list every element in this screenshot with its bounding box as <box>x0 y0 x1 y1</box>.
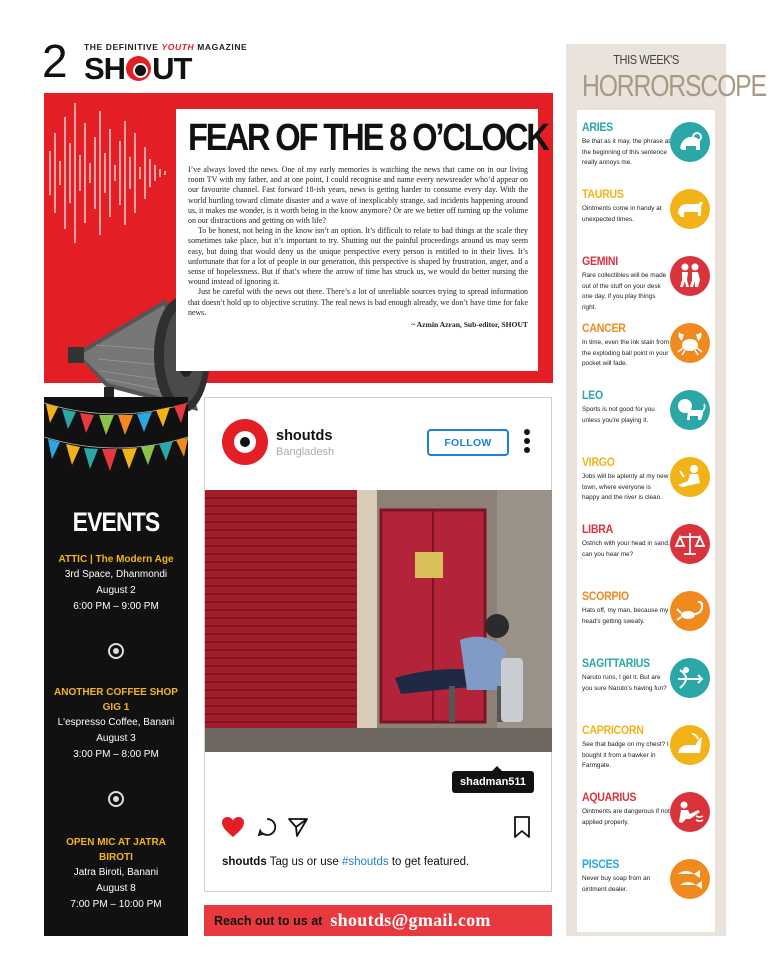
event-venue: L'espresso Coffee, Banani <box>57 717 175 728</box>
sign-text: Ointments come in handy at unexpected times. <box>582 205 662 223</box>
archer-icon <box>670 658 710 698</box>
sign-pisces <box>582 857 718 895</box>
avatar[interactable] <box>222 419 268 465</box>
event-date: August 3 <box>96 733 136 744</box>
sign-taurus <box>582 187 718 225</box>
sign-name: ARIES <box>582 120 613 134</box>
sign-text: Jobs will be aplenty at my new town, where everyone is happy and the river is clean. <box>582 473 669 501</box>
goat-icon <box>670 725 710 765</box>
event-item <box>50 552 182 615</box>
more-icon[interactable] <box>523 429 531 459</box>
event-name: OPEN MIC AT JATRA BIROTI <box>66 837 166 863</box>
sound-wave-graphic <box>44 93 174 253</box>
sign-text: Ointments are dangerous if not applied properly. <box>582 808 670 826</box>
photo-tag[interactable]: shadman511 <box>452 771 534 793</box>
sign-text: Never buy soap from an ointment dealer. <box>582 875 651 893</box>
contact-email-link[interactable]: shoutds@gmail.com <box>330 910 491 930</box>
horrorscope-title: HORRORSCOPE <box>582 68 766 103</box>
sign-leo <box>582 388 718 426</box>
editorial-title: FEAR OF THE 8 O’CLOCK <box>188 117 548 159</box>
editorial-panel <box>176 109 548 371</box>
sign-name: CAPRICORN <box>582 723 644 737</box>
lion-icon <box>670 390 710 430</box>
events-panel <box>44 397 188 936</box>
tagline-accent: YOUTH <box>161 42 195 52</box>
sign-text: Hats off, my man, because my head's getting sweaty. <box>582 607 669 625</box>
bunting-graphic <box>44 397 188 487</box>
sign-aquarius <box>582 790 718 828</box>
event-time: 7:00 PM – 10:00 PM <box>70 899 162 910</box>
sign-libra <box>582 522 718 560</box>
event-venue: 3rd Space, Dhanmondi <box>64 569 168 580</box>
sign-text: See that badge on my chest? I bought it from a hawker in Farmgate. <box>582 741 669 769</box>
sign-name: LEO <box>582 388 603 402</box>
caption-text-end: to get featured. <box>388 856 470 868</box>
tagline-text: THE DEFINITIVE <box>84 42 162 52</box>
sign-name: AQUARIUS <box>582 790 637 804</box>
event-name: ATTIC | The Modern Age <box>58 554 174 565</box>
sign-gemini <box>582 254 718 313</box>
masthead <box>84 42 247 84</box>
editorial-paragraph: To be honest, not being in the know isn’t an option. It’s difficult to relate to bad things at the scale they sometimes take place, but it’s important to try. Shutting out the painful proceedings around us may seem easy, but doing that would deny us the unique perspective every person is entitled to in their lives. It’s unfortunate that for a lot of people in our generation, this perspective is shaped by frustration, anger, and a sense of hopelessness. But if that’s where the arrow of time has struck us, we would do better nursing the wound instead of ignoring it. <box>188 226 528 287</box>
editorial-section <box>44 93 553 383</box>
comment-icon[interactable] <box>257 817 277 837</box>
sign-name: GEMINI <box>582 254 618 268</box>
sign-capricorn <box>582 723 718 772</box>
event-time: 6:00 PM – 9:00 PM <box>73 601 159 612</box>
twins-icon <box>670 256 710 296</box>
scorpion-icon <box>670 591 710 631</box>
events-title: EVENTS <box>72 507 160 537</box>
sign-name: TAURUS <box>582 187 624 201</box>
editorial-paragraph: I’ve always loved the news. One of my early memories is watching the news that came on in our living room TV with my father, and at one point, I could recognise and name every newsreader who’d appear on our favourite channel. Fast forward 18-ish years, news is getting harder to consume every day. With the world hurtling toward climate disaster and a wave of inexplicably strange, sad incidents happening around us, it makes me wonder, is it worth being in the know anymore? Or are we better off turning up the volume on our distractions and getting on with life? <box>188 164 528 225</box>
sign-name: CANCER <box>582 321 626 335</box>
sign-aries <box>582 120 718 169</box>
sign-text: Ostrich with your head in sand, can you hear me? <box>582 540 670 558</box>
contact-label: Reach out to us at <box>214 913 323 928</box>
logo-text-start: SH <box>84 51 126 86</box>
sign-text: Be that as it may, the phrase at the beginning of this sentence really annoys me. <box>582 138 670 166</box>
post-caption <box>222 856 469 868</box>
horrorscope-week-label: THIS WEEK'S <box>613 52 679 67</box>
instagram-handle[interactable]: shoutds <box>276 428 333 444</box>
editorial-paragraph: Just be careful with the news out there. There’s a lot of unreliable sources trying to spread information that doesn’t hold up to objective scrutiny. The real news is bad enough already, we don’t have time for fake news. <box>188 287 528 317</box>
event-divider-icon <box>108 643 124 659</box>
sign-name: PISCES <box>582 857 620 871</box>
caption-hashtag[interactable]: #shoutds <box>341 856 389 868</box>
event-time: 3:00 PM – 8:00 PM <box>73 749 159 760</box>
sign-scorpio <box>582 589 718 627</box>
sign-text: Naruto runs, I get it. But are you sure Naruto's having fun? <box>582 674 667 692</box>
sign-virgo <box>582 455 718 504</box>
event-venue: Jatra Biroti, Banani <box>73 867 159 878</box>
shout-logo <box>84 53 247 84</box>
sign-text: Sports is not good for you unless you're playing it. <box>582 406 655 424</box>
caption-text: Tag us or use <box>266 856 342 868</box>
event-name: ANOTHER COFFEE SHOP GIG 1 <box>54 687 178 713</box>
crab-icon <box>670 323 710 363</box>
instagram-post-card <box>204 397 552 892</box>
bookmark-icon[interactable] <box>513 816 531 838</box>
event-date: August 8 <box>96 883 136 894</box>
follow-button[interactable]: FOLLOW <box>427 429 509 456</box>
post-actions <box>221 816 537 840</box>
sign-name: VIRGO <box>582 455 615 469</box>
sign-text: Rare collectibles will be made out of the stuff on your desk one day, if you play things right. <box>582 272 667 311</box>
caption-user[interactable]: shoutds <box>222 856 267 868</box>
event-item <box>50 685 182 763</box>
heart-icon[interactable] <box>221 816 245 838</box>
event-item <box>50 835 182 913</box>
sign-name: SCORPIO <box>582 589 629 603</box>
sign-name: SAGITTARIUS <box>582 656 650 670</box>
horrorscope-panel <box>566 44 766 936</box>
logo-o-icon <box>126 56 151 81</box>
sign-name: LIBRA <box>582 522 613 536</box>
event-divider-icon <box>108 791 124 807</box>
editorial-body <box>188 165 528 318</box>
ram-icon <box>670 122 710 162</box>
scales-icon <box>670 524 710 564</box>
maiden-icon <box>670 457 710 497</box>
editorial-signature: ~ Azmin Azran, Sub-editor, SHOUT <box>411 319 528 329</box>
logo-text-end: UT <box>152 51 192 86</box>
share-icon[interactable] <box>287 816 309 838</box>
sign-sagittarius <box>582 656 718 694</box>
post-photo[interactable] <box>205 490 552 752</box>
page-number: 2 <box>42 35 68 87</box>
contact-banner <box>204 905 552 936</box>
bull-icon <box>670 189 710 229</box>
sign-text: In time, even the ink stain from the exploding ball point in your pocket will fade. <box>582 339 670 367</box>
tagline-text-end: MAGAZINE <box>194 42 248 52</box>
event-date: August 2 <box>96 585 136 596</box>
fish-icon <box>670 859 710 899</box>
sign-cancer <box>582 321 718 370</box>
instagram-location[interactable]: Bangladesh <box>276 446 335 458</box>
water-bearer-icon <box>670 792 710 832</box>
